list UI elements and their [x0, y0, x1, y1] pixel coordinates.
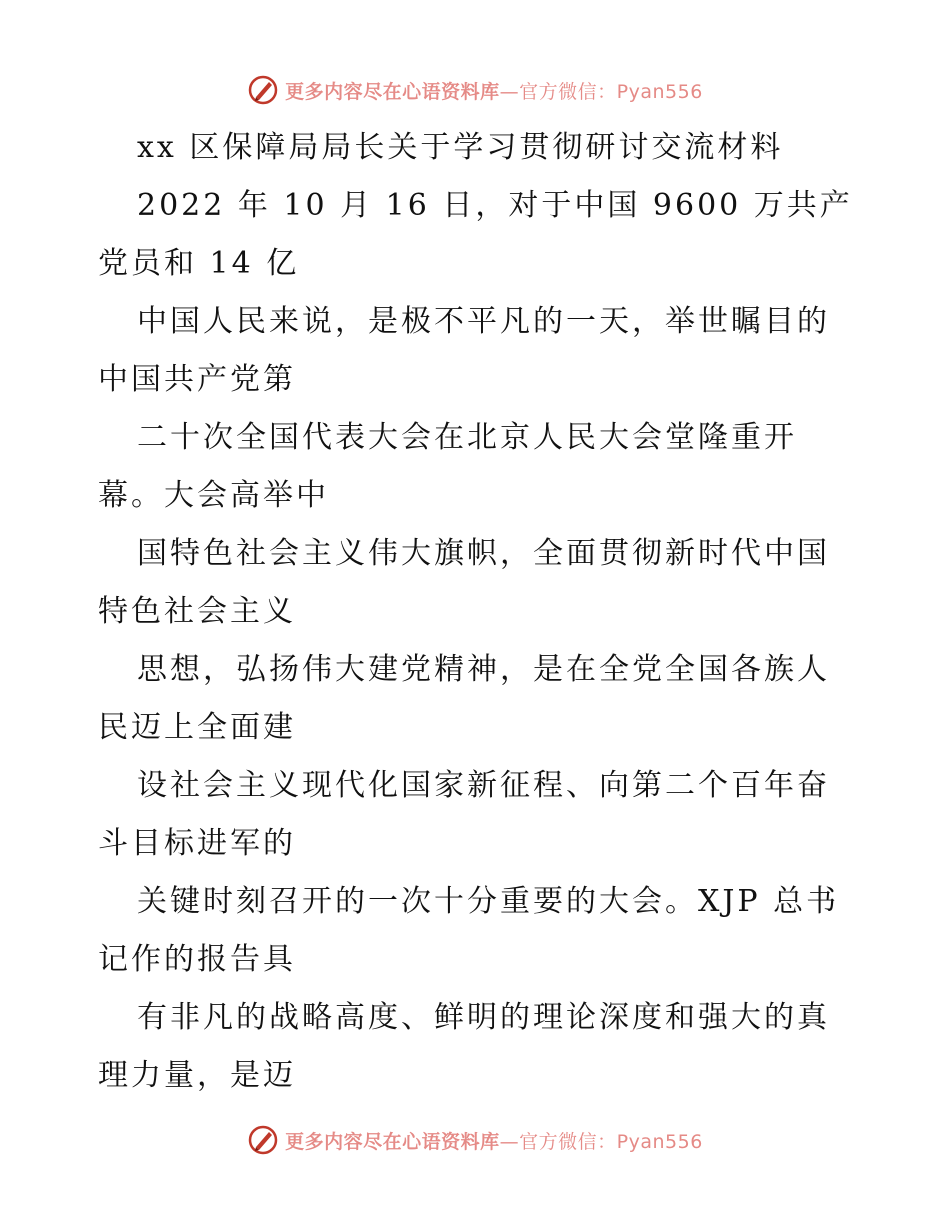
text-line: 特色社会主义: [98, 594, 296, 629]
text-line: 理力量，是迈: [98, 1058, 296, 1093]
watermark-main: 更多内容尽在心语资料库: [285, 1130, 500, 1153]
header-watermark: [0, 70, 950, 110]
text-line: 民迈上全面建: [98, 710, 296, 745]
watermark-text: [285, 1127, 703, 1154]
text-line: 有非凡的战略高度、鲜明的理论深度和强大的真: [137, 1000, 830, 1035]
text-line: 斗目标进军的: [98, 826, 296, 861]
watermark-main: 更多内容尽在心语资料库: [285, 80, 500, 103]
watermark-dash: —: [499, 1130, 520, 1153]
pen-logo-icon: [247, 74, 279, 106]
text-line: 二十次全国代表大会在北京人民大会堂隆重开: [137, 420, 797, 455]
watermark-contact: 官方微信：Pyan556: [519, 80, 703, 103]
text-line: 记作的报告具: [98, 942, 296, 977]
text-line: 中国共产党第: [98, 362, 296, 397]
text-line: 关键时刻召开的一次十分重要的大会。XJP 总书: [137, 884, 840, 919]
watermark-dash: —: [499, 80, 520, 103]
text-line: 思想，弘扬伟大建党精神，是在全党全国各族人: [137, 652, 830, 687]
document-title: xx 区保障局局长关于学习贯彻研讨交流材料: [137, 130, 784, 165]
text-line: 中国人民来说，是极不平凡的一天，举世瞩目的: [137, 304, 830, 339]
text-line: 幕。大会高举中: [98, 478, 329, 513]
text-line: 国特色社会主义伟大旗帜，全面贯彻新时代中国: [137, 536, 830, 571]
text-line: 党员和 14 亿: [98, 246, 300, 281]
footer-watermark: [0, 1120, 950, 1160]
pen-logo-icon: [247, 1124, 279, 1156]
text-line: 2022 年 10 月 16 日，对于中国 9600 万共产: [137, 188, 853, 223]
text-line: 设社会主义现代化国家新征程、向第二个百年奋: [137, 768, 830, 803]
watermark-text: [285, 77, 703, 104]
watermark-contact: 官方微信：Pyan556: [519, 1130, 703, 1153]
